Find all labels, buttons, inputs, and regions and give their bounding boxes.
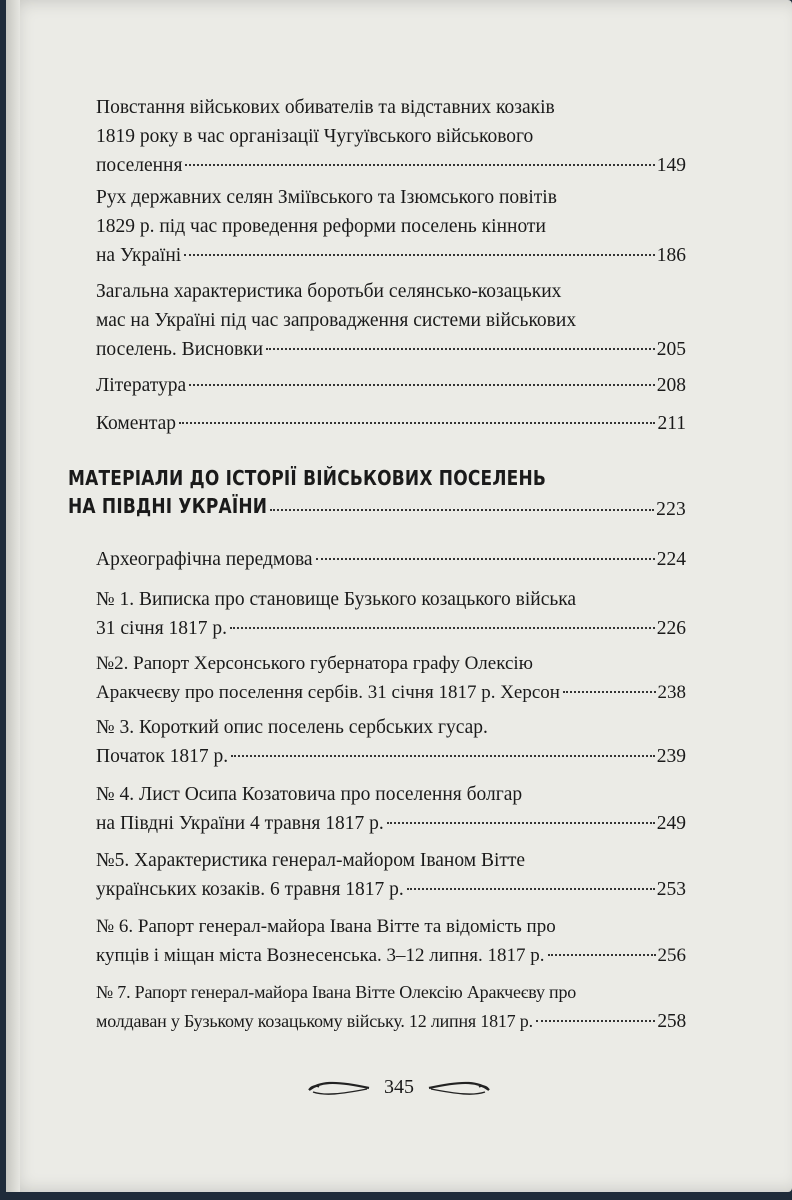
toc-subentry: [96, 585, 686, 643]
toc-entry-last-line: [96, 809, 686, 838]
toc-entry-text: Археографічна передмова: [96, 549, 313, 570]
toc-entry-text: молдаван у Бузькому козацькому війську. 12 липня 1817 р.: [96, 1011, 533, 1031]
dot-leader: [189, 384, 655, 386]
toc-entry-last-line: [96, 875, 686, 904]
toc-entry-line: № 1. Виписка про становище Бузького козацького війська: [96, 589, 577, 610]
toc-subentry: [96, 545, 686, 574]
toc-entry-last-line: [96, 678, 686, 707]
dot-leader: [266, 348, 655, 350]
toc-entry-line: Повстання військових обивателів та відставних козаків: [96, 97, 555, 118]
toc-entry-line: Загальна характеристика боротьби селянсько-козацьких: [96, 281, 562, 302]
toc-entry-text: на Україні: [96, 245, 182, 266]
dot-leader: [536, 1020, 655, 1022]
toc-entry-text: купців і міщан міста Вознесенська. 3–12 липня. 1817 р.: [96, 945, 545, 966]
page-number: 249: [656, 813, 686, 834]
toc-entry-text: Література: [96, 375, 187, 396]
toc-entry-last-line: [96, 742, 686, 771]
page-number: 223: [656, 499, 686, 520]
toc-entry-line: № 3. Короткий опис поселень сербських гусар.: [96, 717, 488, 738]
toc-subentry: [96, 912, 686, 970]
page-number-footer: 345: [384, 1075, 414, 1098]
toc-subentry: [96, 978, 686, 1036]
toc-entry-line: 1829 р. під час проведення реформи поселень кінноти: [96, 216, 546, 237]
toc-entry-line: №5. Характеристика генерал-майором Іваном Вітте: [96, 850, 526, 871]
dot-leader: [231, 755, 655, 757]
toc-subentry: [96, 780, 686, 838]
page-number: 205: [656, 339, 686, 360]
toc-subentry: [96, 713, 686, 771]
toc-entry: [96, 371, 686, 400]
toc-entry-last-line: [96, 545, 686, 574]
dot-leader: [185, 164, 654, 166]
toc-subentry: [96, 649, 686, 707]
toc-entry-last-line: [96, 151, 686, 180]
page-number: 224: [656, 549, 686, 570]
table-of-contents: [6, 0, 792, 1192]
book-page: [6, 0, 792, 1192]
section-heading-last: [68, 494, 686, 526]
toc-entry-text: 31 січня 1817 р.: [96, 618, 228, 639]
right-ornament-icon: [427, 1076, 491, 1098]
page-number: 256: [657, 945, 686, 966]
page-footer: [6, 1075, 792, 1099]
toc-entry-last-line: [96, 941, 686, 970]
toc-entry-last-line: [96, 614, 686, 643]
toc-entry-line: №2. Рапорт Херсонського губернатора графу Олексію: [96, 653, 533, 674]
toc-entry-text: поселення: [96, 155, 183, 176]
toc-entry-line: № 7. Рапорт генерал-майора Івана Вітте Олексію Аракчеєву про: [96, 982, 577, 1002]
toc-entry: [96, 183, 686, 270]
toc-entry: [96, 409, 686, 438]
dot-leader: [316, 558, 655, 560]
toc-entry-text: на Півдні України 4 травня 1817 р.: [96, 813, 384, 834]
dot-leader: [563, 691, 656, 693]
dot-leader: [230, 627, 655, 629]
page-number: 253: [656, 879, 686, 900]
toc-entry-last-line: [96, 241, 686, 270]
toc-entry: [96, 93, 686, 180]
page-number: 238: [657, 682, 686, 703]
toc-subentry: [96, 846, 686, 904]
section-heading-line: МАТЕРІАЛИ ДО ІСТОРІЇ ВІЙСЬКОВИХ ПОСЕЛЕНЬ: [68, 467, 547, 492]
toc-entry-last-line: [96, 371, 686, 400]
page-number: 239: [656, 746, 686, 767]
left-ornament-icon: [307, 1076, 371, 1098]
dot-leader: [270, 509, 654, 511]
page-number: 211: [657, 413, 686, 434]
toc-entry-line: Рух державних селян Зміївського та Ізюмського повітів: [96, 187, 557, 208]
toc-entry: [96, 277, 686, 364]
page-number: 208: [656, 375, 686, 396]
page-number: 226: [656, 618, 686, 639]
dot-leader: [548, 954, 656, 956]
section-heading-last-line: [68, 494, 686, 526]
toc-entry-last-line: [96, 335, 686, 364]
toc-entry-text: Початок 1817 р.: [96, 746, 229, 767]
toc-entry-last-line: [96, 1007, 686, 1036]
page-number: 149: [656, 155, 686, 176]
toc-entry-line: № 6. Рапорт генерал-майора Івана Вітте та відомість про: [96, 916, 556, 937]
toc-entry-last-line: [96, 409, 686, 438]
toc-entry-line: 1819 року в час організації Чугуївського військового: [96, 126, 534, 147]
section-heading-text: НА ПІВДНІ УКРАЇНИ: [68, 494, 268, 519]
page-number: 258: [657, 1011, 686, 1032]
toc-entry-line: № 4. Лист Осипа Козатовича про поселення болгар: [96, 784, 523, 805]
dot-leader: [179, 422, 655, 424]
toc-entry-text: Аракчеєву про поселення сербів. 31 січня 1817 р. Херсон: [96, 682, 560, 703]
toc-entry-text: поселень. Висновки: [96, 339, 264, 360]
toc-entry-line: мас на Україні під час запровадження системи військових: [96, 310, 577, 331]
toc-entry-text: Коментар: [96, 413, 177, 434]
toc-entry-text: українських козаків. 6 травня 1817 р.: [96, 879, 404, 900]
dot-leader: [387, 822, 655, 824]
page-number: 186: [656, 245, 686, 266]
dot-leader: [407, 888, 655, 890]
dot-leader: [184, 254, 655, 256]
